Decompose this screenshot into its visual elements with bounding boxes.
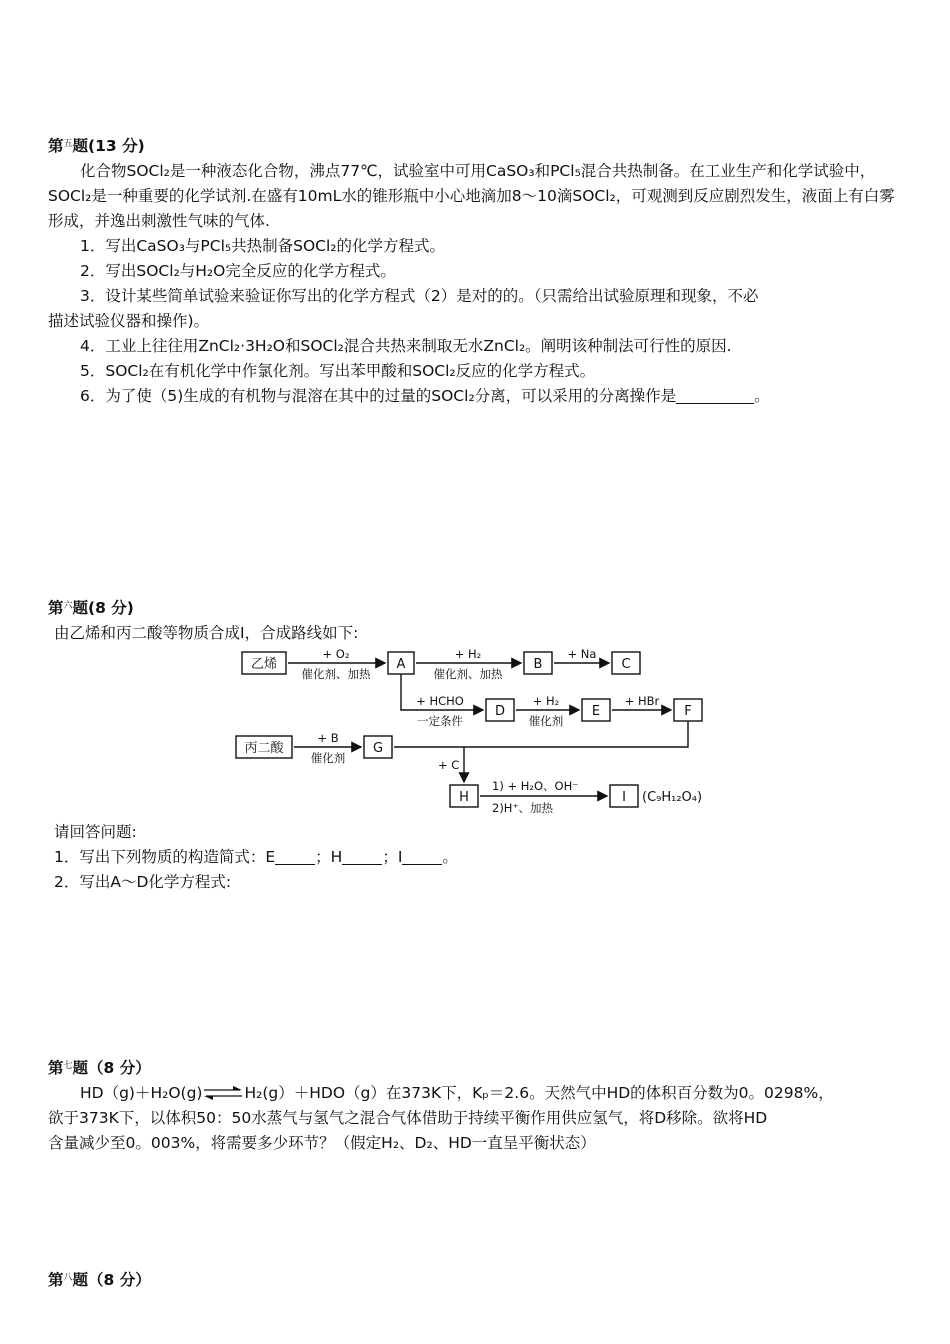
blank-E [275,848,315,865]
label-I: I [622,790,626,805]
question-5-item-3: 3．设计某些简单试验来验证你写出的化学方程式（2）是对的的。（只需给出试验原理和现象，不必 [80,287,759,305]
reagent-7-top: + B [317,731,339,745]
label-H: H [459,790,469,805]
question-5-item-1: 1．写出CaSO₃与PCl₅共热制备SOCl₂的化学方程式。 [80,237,446,255]
title-number: 六 [63,601,73,611]
title-suffix: 题（8 分） [72,1271,151,1289]
title-number: 八 [63,1273,73,1283]
question-6-questions [48,820,908,895]
blank-I [402,848,442,865]
equation-right: H₂(g）＋HDO（g）在373K下，Kₚ＝2.6。天然气中HD的体积百分数为0。0298%， [244,1084,834,1102]
question-7-line-2: 欲于373K下，以体积50：50水蒸气与氢气之混合气体借助于持续平衡作用供应氢气，将D移除。欲将HD [48,1109,768,1127]
label-A: A [396,657,406,672]
label-B: B [533,657,543,672]
title-prefix: 第 [48,137,64,155]
question-6-title [48,594,908,621]
blank-H [342,848,382,865]
reagent-1-top: + O₂ [322,647,350,661]
question-6-ask: 请回答问题: [54,823,137,841]
label-F: F [684,704,692,719]
question-7-line-1 [48,1081,908,1106]
title-suffix: 题(13 分) [72,137,145,155]
answer-blank [676,387,754,404]
title-number: 五 [63,139,73,149]
label-malonic-acid: 丙二酸 [244,741,284,756]
item-1-text: 1．写出下列物质的构造简式：E [54,848,276,866]
reagent-4-top: + HCHO [416,694,464,708]
reagent-6-top: + HBr [624,694,660,708]
question-8-title [48,1266,908,1293]
question-5-item-5: 5．SOCl₂在有机化学中作氯化剂。写出苯甲酸和SOCl₂反应的化学方程式。 [80,362,596,380]
item-1-i: ；I [382,848,403,866]
title-prefix: 第 [48,1059,64,1077]
reagent-1-bottom: 催化剂、加热 [301,667,371,681]
label-G: G [372,741,384,756]
label-I-formula: (C₉H₁₂O₄) [642,790,703,805]
reagent-9-top: 1) + H₂O、OH⁻ [492,779,579,793]
equation-left: HD（g)＋H₂O(g) [80,1084,203,1102]
synthesis-scheme [230,644,730,824]
reagent-8-side: + C [438,758,460,772]
reagent-2-top: + H₂ [454,647,482,661]
question-5-intro: 化合物SOCl₂是一种液态化合物，沸点77℃，试验室中可用CaSO₃和PCl₅混合共热制备。在工业生产和化学试验中，SOCl₂是一种重要的化学试剂.在盛有10mL水的锥形瓶中小心地滴加8～10滴SOCl₂，可观测到反应剧烈发生，液面上有白雾形成，并逸出刺激性气味的气体. [48,162,895,230]
title-number: 七 [63,1061,73,1071]
label-D: D [494,704,506,719]
reagent-3-top: + Na [567,647,597,661]
reagent-9-bottom: 2)H⁺、加热 [492,801,554,815]
reagent-7-bottom: 催化剂 [310,751,346,765]
reagent-5-bottom: 催化剂 [528,714,564,728]
item-6-text: 6．为了使（5)生成的有机物与混溶在其中的过量的SOCl₂分离，可以采用的分离操作是 [80,387,677,405]
item-1-h: ；H [315,848,343,866]
reagent-5-top: + H₂ [532,694,560,708]
item-1-end: 。 [442,848,458,866]
equilibrium-arrow-icon [202,1086,244,1100]
question-5-item-4: 4．工业上往往用ZnCl₂·3H₂O和SOCl₂混合共热来制取无水ZnCl₂。阐明该种制法可行性的原因. [80,337,732,355]
title-suffix: 题（8 分） [72,1059,151,1077]
question-5-item-6 [48,384,908,409]
question-7-line-3: 含量减少至0。003%，将需要多少环节？（假定H₂、D₂、HD一直呈平衡状态） [48,1134,596,1152]
question-6-intro: 由乙烯和丙二酸等物质合成Ⅰ，合成路线如下: [54,624,359,642]
question-5-title [48,132,908,159]
question-6 [48,594,908,646]
reagent-2-bottom: 催化剂、加热 [433,667,503,681]
question-7-title [48,1054,908,1081]
label-ethylene: 乙烯 [250,657,278,672]
question-5-item-2: 2．写出SOCl₂与H₂O完全反应的化学方程式。 [80,262,396,280]
item-6-end: 。 [754,387,770,405]
question-6-item-2: 2．写出A～D化学方程式: [54,873,232,891]
question-8 [48,1266,908,1293]
title-prefix: 第 [48,599,64,617]
reagent-4-bottom: 一定条件 [417,714,463,728]
question-5-item-3-continued: 描述试验仪器和操作)。 [48,312,210,330]
label-E: E [591,704,601,719]
question-6-item-1 [48,845,908,870]
title-suffix: 题(8 分) [72,599,134,617]
label-C: C [621,657,631,672]
question-7 [48,1054,908,1156]
title-prefix: 第 [48,1271,64,1289]
question-5 [48,132,908,409]
